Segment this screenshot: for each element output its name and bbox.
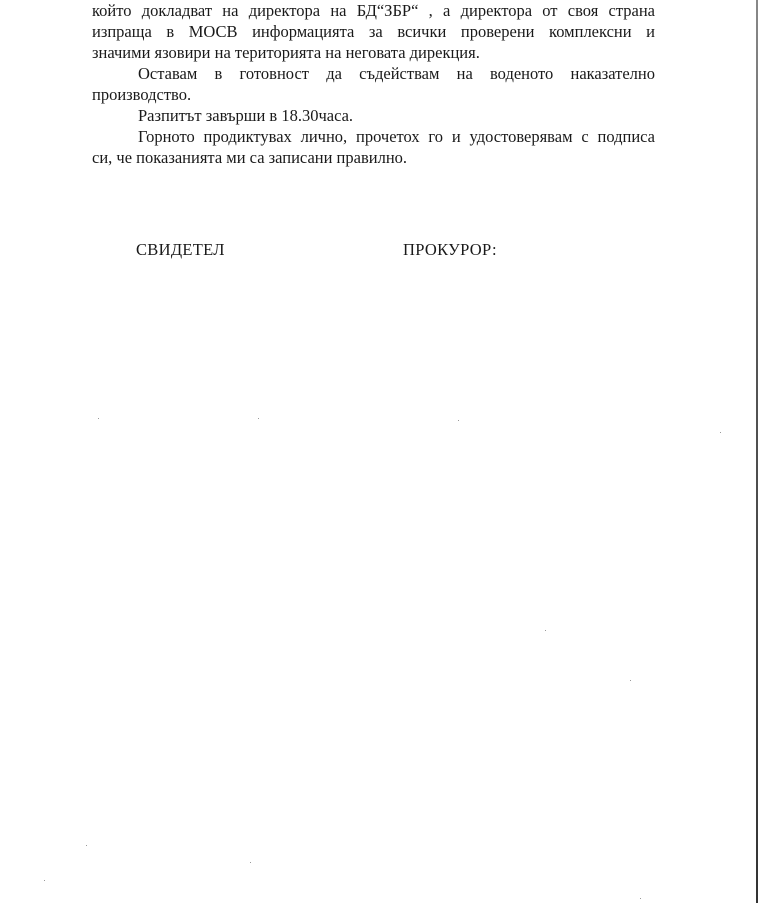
paragraph-interrogation-end — [92, 105, 655, 126]
scan-speck — [44, 880, 45, 881]
text-line: си, че показанията ми са записани правилно. — [92, 148, 408, 167]
text-line: Разпитът завърши в 18.30часа. — [138, 106, 354, 125]
text-line: производство. — [92, 85, 192, 104]
text-line: който докладват на директора на БД“ЗБР“ , а директора от своя страна — [92, 1, 655, 20]
paragraph-readiness — [92, 63, 655, 105]
text-line: изпраща в МОСВ информацията за всички проверени комплексни и — [92, 22, 655, 41]
scan-speck — [458, 420, 459, 421]
text-line: значими язовири на територията на неговата дирекция. — [92, 43, 480, 62]
scan-speck — [720, 432, 721, 433]
prosecutor-signature-label: ПРОКУРОР: — [403, 240, 497, 259]
scan-speck — [98, 418, 99, 419]
text-line: Оставам в готовност да съдействам на воденото наказателно — [138, 64, 655, 83]
paragraph-certification — [92, 126, 655, 168]
scan-speck — [630, 680, 631, 681]
scan-speck — [86, 845, 87, 846]
scan-speck — [250, 862, 251, 863]
scan-speck — [258, 418, 259, 419]
scan-edge-line — [756, 0, 758, 903]
paragraph-report-flow — [92, 0, 655, 63]
scan-speck — [640, 898, 641, 899]
scan-speck — [545, 630, 546, 631]
document-body — [92, 0, 655, 168]
text-line: Горното продиктувах лично, прочетох го и удостоверявам с подписа — [138, 127, 655, 146]
witness-signature-label: СВИДЕТЕЛ — [136, 240, 225, 259]
